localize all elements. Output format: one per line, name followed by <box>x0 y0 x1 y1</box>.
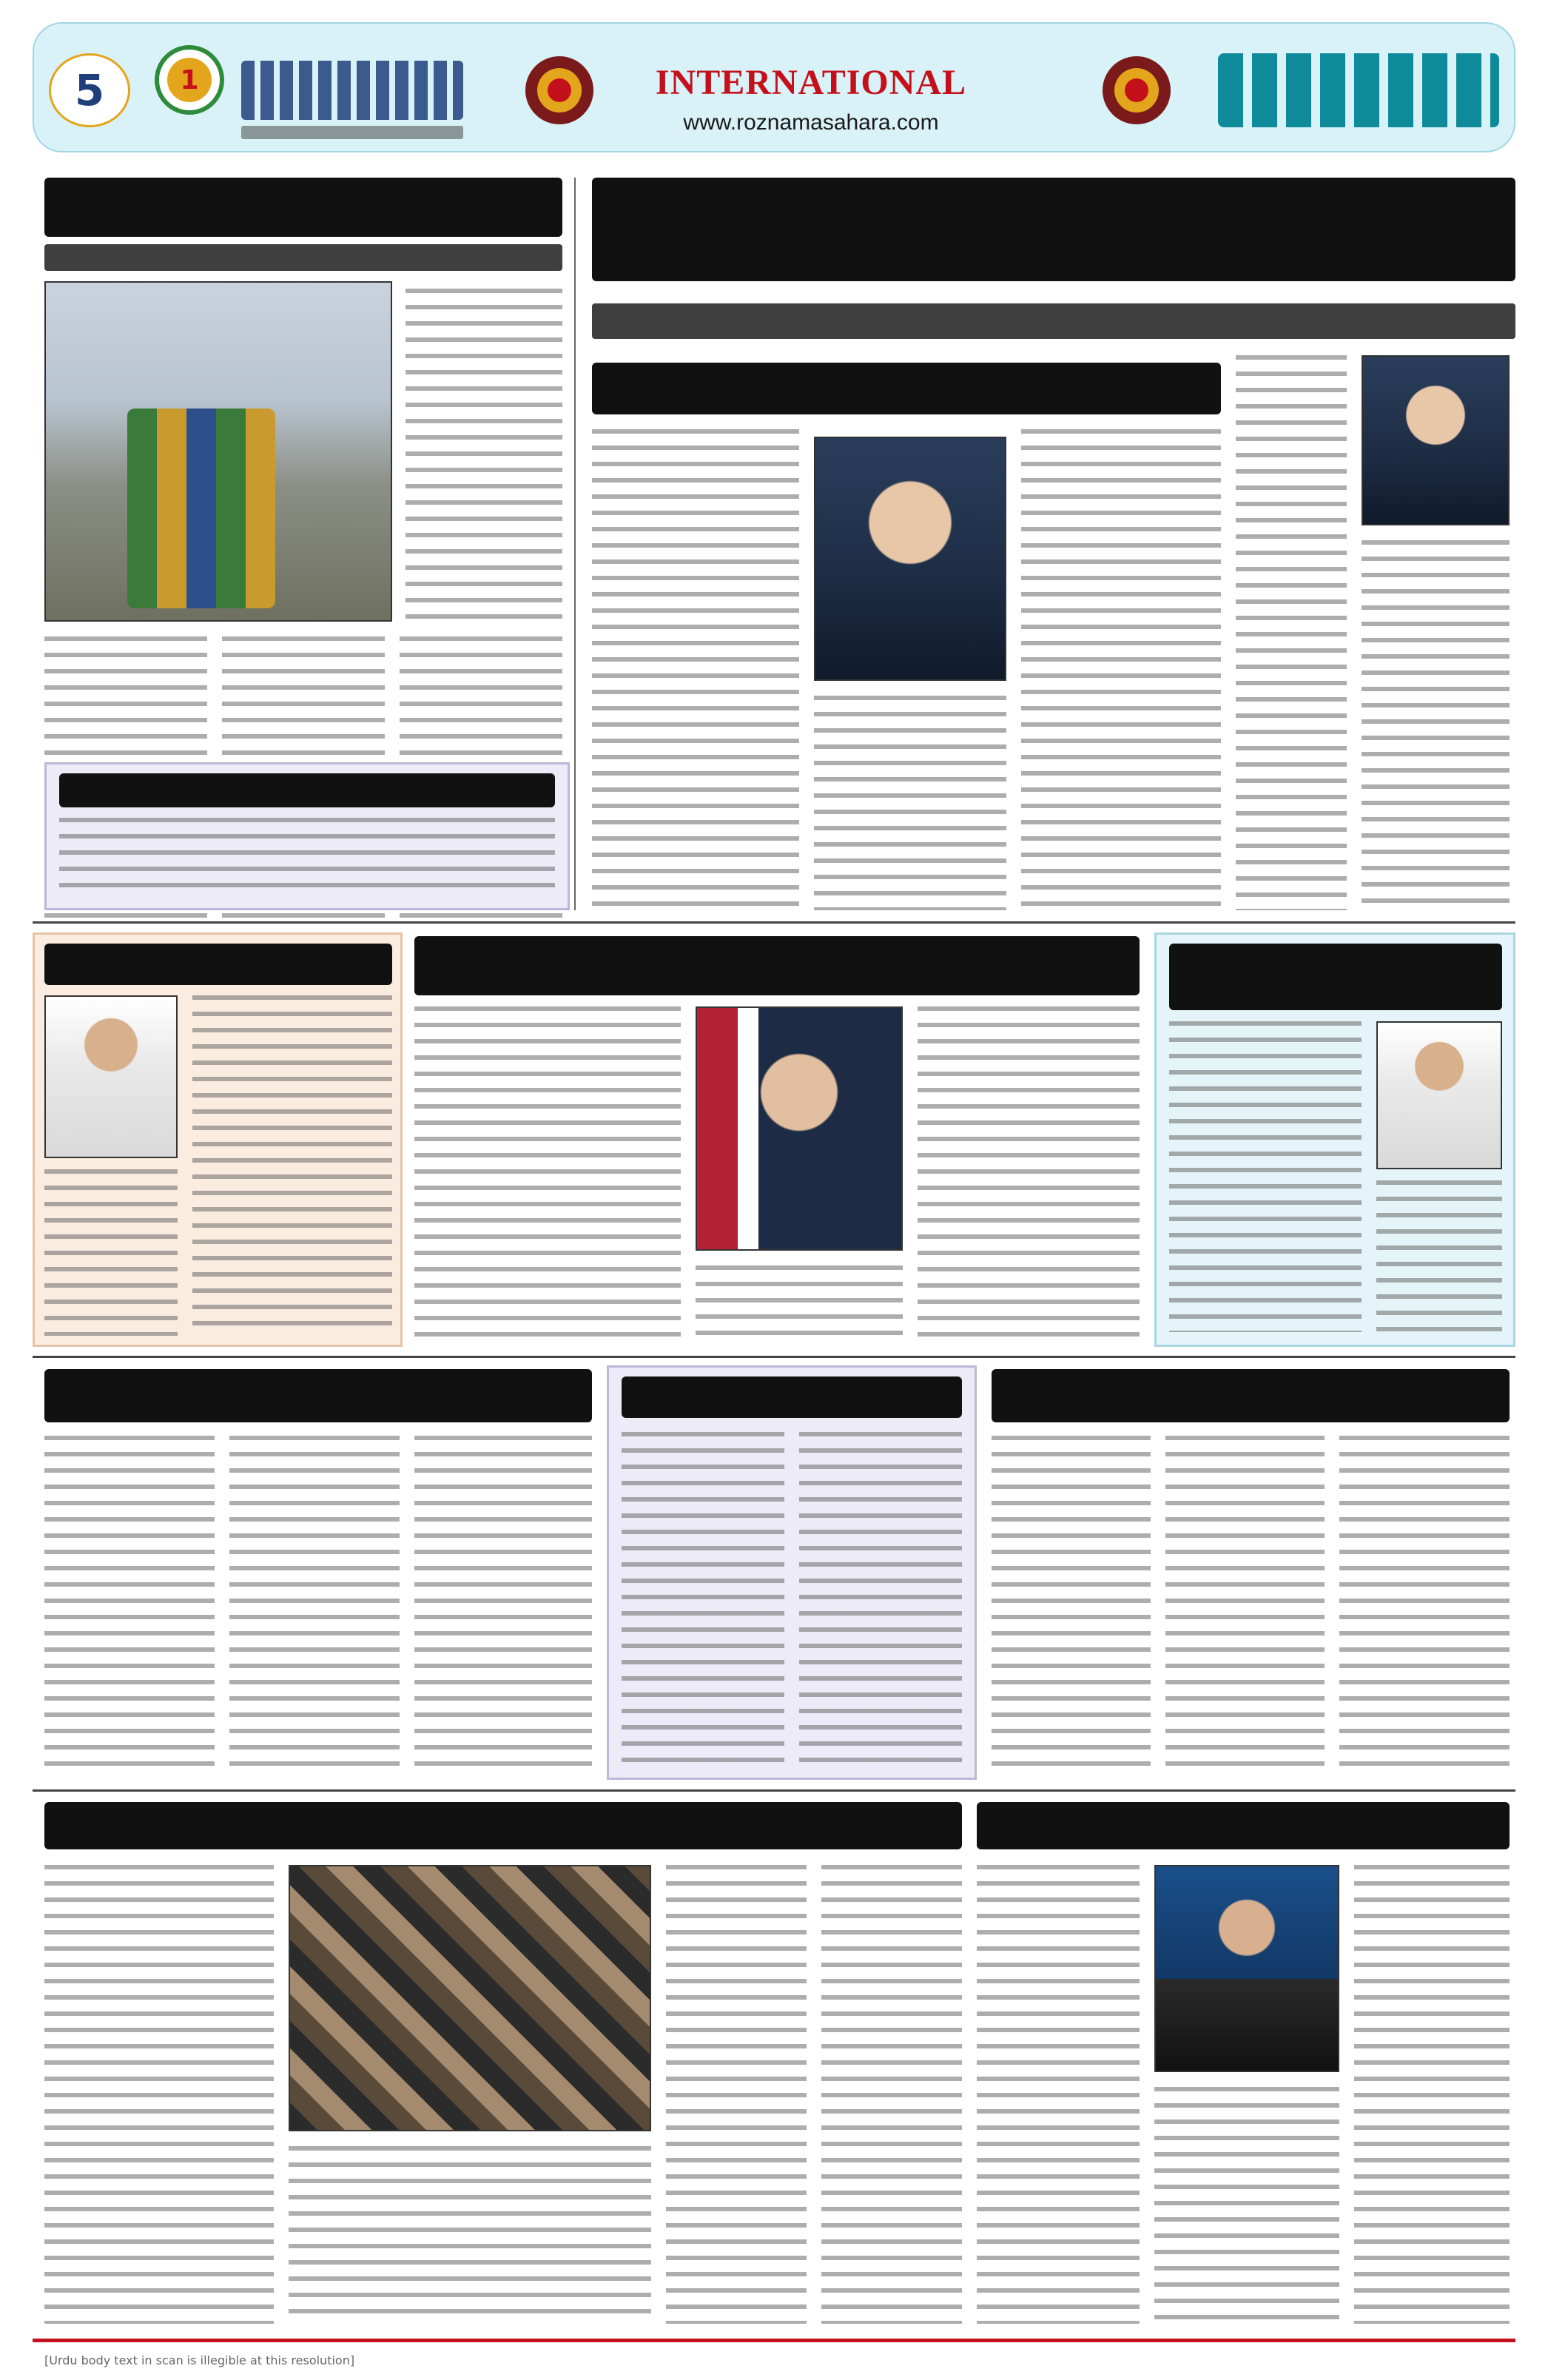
article-text <box>44 1436 215 1776</box>
article-text <box>592 429 799 910</box>
article-text <box>821 1865 962 2324</box>
article-text <box>1376 1180 1502 1332</box>
article-text <box>977 1865 1140 2324</box>
article-text <box>405 289 562 622</box>
portrait-photo <box>814 437 1006 681</box>
article-text <box>666 1865 807 2324</box>
portrait-photo <box>696 1006 903 1251</box>
article-text <box>192 995 392 1336</box>
dateline <box>241 126 463 139</box>
inner-headline <box>592 363 1221 414</box>
section-title-urdu <box>1218 53 1499 127</box>
sahara-logo-icon <box>152 43 226 117</box>
article-text <box>414 1436 592 1776</box>
article-text <box>799 1432 962 1769</box>
article-text <box>992 1436 1151 1776</box>
emblem-icon <box>522 53 596 127</box>
article-text <box>289 2146 651 2324</box>
boxed-story-headline <box>59 773 555 807</box>
site-url[interactable]: www.roznamasahara.com <box>683 110 939 135</box>
article-text <box>814 696 1006 910</box>
row4-right-headline <box>977 1802 1510 1849</box>
article-text <box>1165 1436 1325 1776</box>
article-text <box>1362 540 1510 910</box>
article-text <box>1154 2087 1339 2324</box>
logo-wordmark <box>241 61 463 120</box>
side-headline <box>44 178 562 237</box>
svg-text:1: 1 <box>180 65 199 95</box>
section-divider <box>33 1789 1515 1792</box>
article-text <box>1354 1865 1510 2324</box>
masthead <box>33 22 1515 152</box>
lead-headline <box>592 178 1515 281</box>
portrait-photo <box>1376 1021 1502 1169</box>
article-text <box>696 1265 903 1347</box>
page-number-badge <box>49 53 130 127</box>
article-text <box>622 1432 784 1769</box>
section-label: INTERNATIONAL <box>655 63 967 102</box>
article-text <box>1021 429 1221 910</box>
section-divider <box>33 921 1515 924</box>
newspaper-logo <box>152 38 463 142</box>
article-text <box>1169 1021 1362 1332</box>
boxed-story-headline <box>622 1376 962 1418</box>
podium-photo <box>1154 1865 1339 2072</box>
article-text <box>414 1006 681 1347</box>
row4-left-headline <box>44 1802 962 1849</box>
article-text <box>229 1436 400 1776</box>
column-divider <box>574 178 576 910</box>
article-text <box>44 1865 274 2324</box>
emblem-icon <box>1100 53 1174 127</box>
illegible-notice: [Urdu body text in scan is illegible at this resolution] <box>44 2353 355 2367</box>
article-text <box>1339 1436 1510 1776</box>
street-photo <box>44 281 392 622</box>
side-subheadline <box>44 244 562 271</box>
lead-subheadline <box>592 303 1515 339</box>
crowd-photo <box>289 1865 651 2131</box>
page-number: 5 <box>74 65 105 115</box>
center-headline <box>414 936 1140 995</box>
row3-left-headline <box>44 1369 592 1422</box>
article-text <box>1236 355 1347 910</box>
portrait-photo <box>1362 355 1510 525</box>
masthead-center <box>641 62 981 135</box>
portrait-photo <box>44 995 178 1158</box>
article-text <box>44 1169 178 1336</box>
boxed-story-headline <box>44 944 392 985</box>
article-text <box>918 1006 1140 1347</box>
article-text <box>59 818 555 899</box>
row3-right-headline <box>992 1369 1510 1422</box>
section-divider <box>33 1356 1515 1358</box>
footer-rule <box>33 2339 1515 2342</box>
boxed-story-headline <box>1169 944 1502 1010</box>
